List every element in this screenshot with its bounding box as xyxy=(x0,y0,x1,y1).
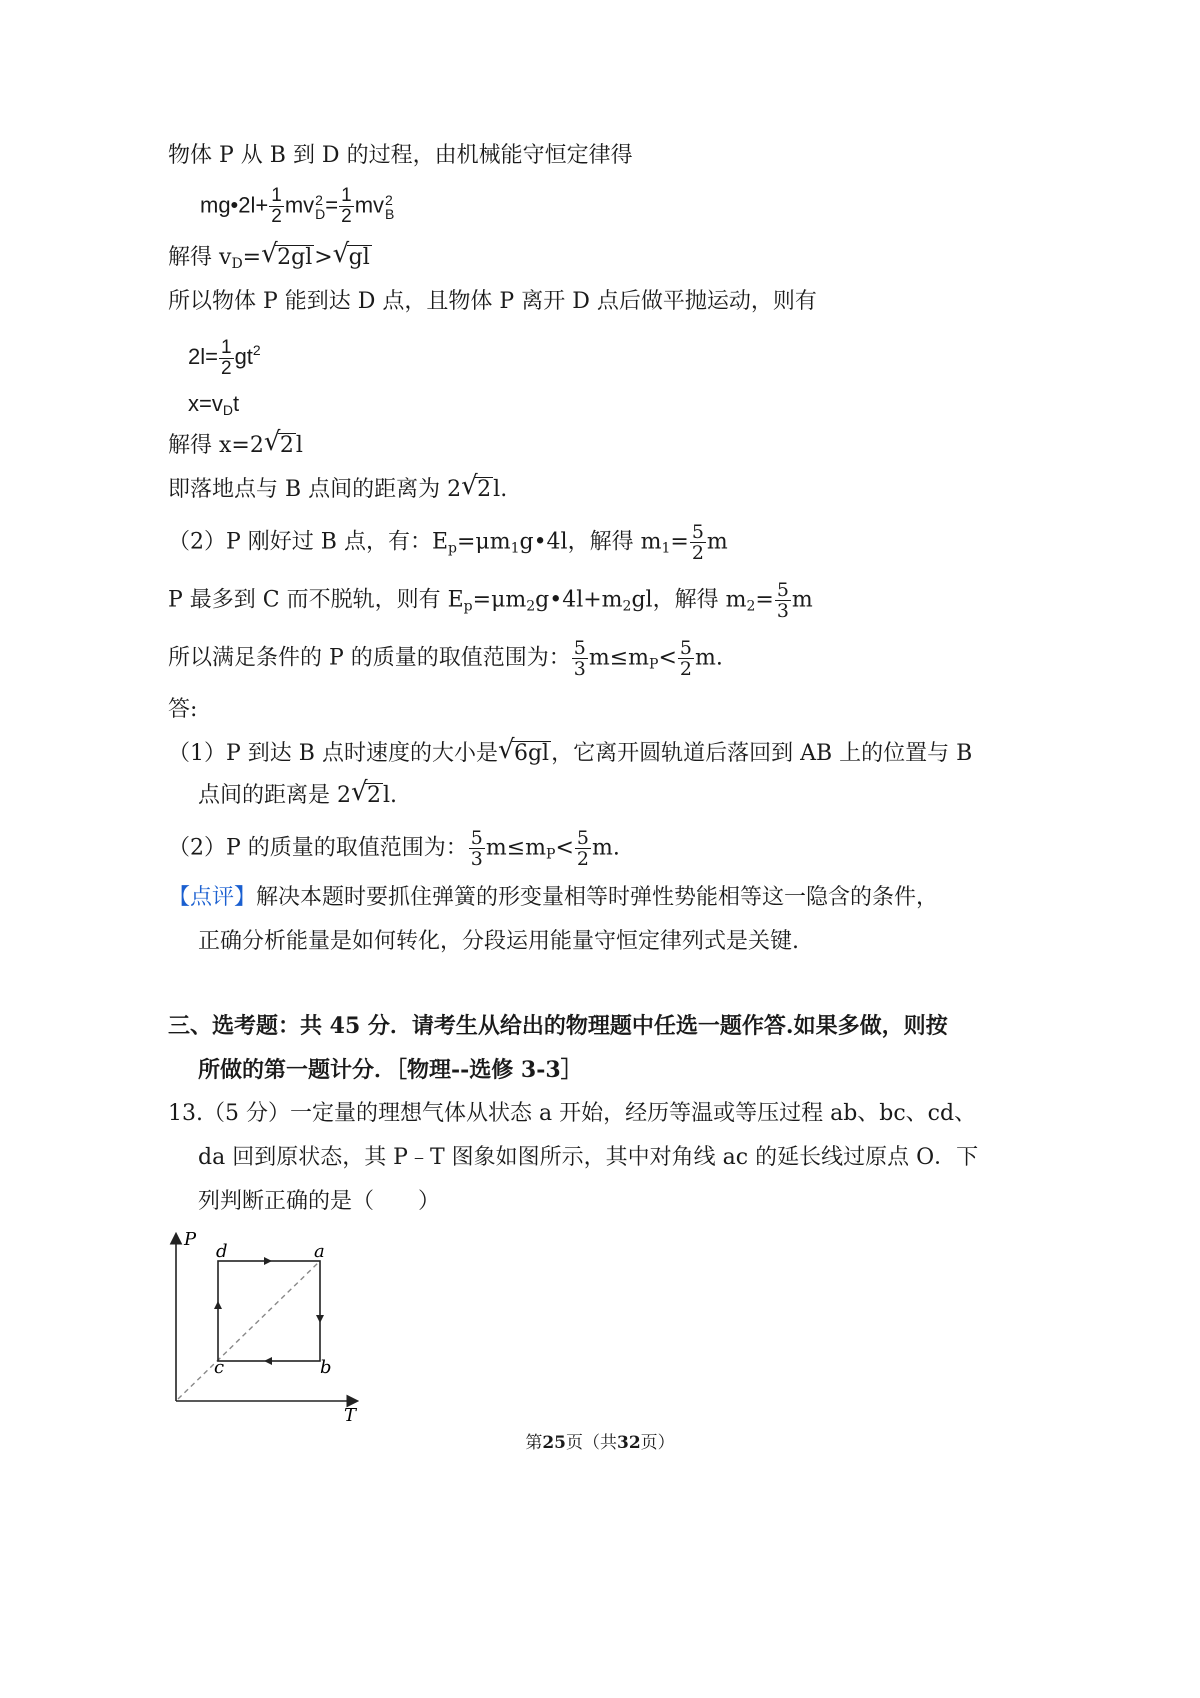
review-tag: 【点评】 xyxy=(168,885,257,910)
text-line: （1）P 到达 B 点时速度的大小是√ 6gl，它离开圆轨道后落回到 AB 上的位置与 B xyxy=(168,738,972,770)
review-text: 解决本题时要抓住弹簧的形变量相等时弹性势能相等这一隐含的条件， xyxy=(256,885,939,910)
eq-term: mg•2l+ xyxy=(200,192,269,218)
eq-term: > xyxy=(314,245,333,270)
fraction: $\frac{5}{3}$ xyxy=(776,579,789,622)
point-a-label: a xyxy=(314,1241,325,1262)
equation-energy xyxy=(200,186,394,227)
fraction: $\frac{5}{3}$ xyxy=(470,827,483,870)
question-text: 列判断正确的是（ ） xyxy=(198,1189,441,1214)
pt-diagram xyxy=(160,1225,380,1425)
fraction: $\frac{5}{2}$ xyxy=(679,637,692,680)
point-b-label: b xyxy=(320,1357,332,1378)
text-line xyxy=(168,242,372,280)
eq-term: gt xyxy=(234,344,253,369)
total-pages: 32 xyxy=(617,1433,641,1453)
paragraph-text: 物体 P 从 B 到 D 的过程，由机械能守恒定律得 xyxy=(168,143,633,168)
page-number: 25 xyxy=(542,1433,566,1453)
fraction: $\frac{5}{2}$ xyxy=(576,827,589,870)
arrow-da xyxy=(264,1257,272,1265)
text-line xyxy=(168,430,303,462)
fraction: $\frac{1}{2}$ xyxy=(220,336,232,379)
point-d-label: d xyxy=(216,1241,228,1262)
question-text: 13.（5 分）一定量的理想气体从状态 a 开始，经历等温或等压过程 ab、bc、cd、 xyxy=(168,1101,977,1126)
equation-fall xyxy=(188,334,261,379)
text-line: （2）P 刚好过 B 点，有：$E_p=\mu m_1g•4l$，解得 $m_1=$ $\frac{5}{2}$ m xyxy=(168,521,728,564)
sup-sub: 2 D xyxy=(315,191,326,222)
question-text: da 回到原状态，其 P﹣T 图象如图所示，其中对角线 ac 的延长线过原点 O．下 xyxy=(198,1145,979,1170)
sqrt: √ 6gl xyxy=(500,738,551,770)
text-line xyxy=(168,474,507,506)
text-line: （2）P 的质量的取值范围为： $\frac{5}{3}$ $m\le m_P<$ $\frac{5}{2}$ m. xyxy=(168,827,620,870)
arrow-cd xyxy=(214,1301,222,1309)
sqrt: √ 2gl xyxy=(263,242,314,274)
section-heading: 三、选考题：共 45 分．请考生从给出的物理题中任选一题作答.如果多做，则按 xyxy=(168,1013,948,1039)
eq-term: 解得 x=2 xyxy=(168,433,264,458)
sqrt: √ 2 xyxy=(266,430,296,462)
arrow-ab xyxy=(316,1315,324,1323)
text-line xyxy=(168,140,633,172)
sqrt: √ gl xyxy=(335,242,372,274)
answer-label: 答: xyxy=(168,697,198,722)
eq-term: mv xyxy=(354,192,385,218)
fraction: $\frac{1}{2}$ xyxy=(271,185,282,227)
eq-term: l. xyxy=(493,477,508,502)
text-line: P 最多到 C 而不脱轨，则有 $E_p=\mu m_2g•4l+m_2gl$，解得 $m_2=$ $\frac{5}{3}$ m xyxy=(168,579,813,622)
fraction: $\frac{5}{2}$ xyxy=(691,521,704,564)
sup-sub: 2 B xyxy=(385,191,395,222)
sqrt: √ 2 xyxy=(463,474,493,506)
diagonal-line xyxy=(178,1261,320,1399)
eq-term: 2l= xyxy=(188,344,218,369)
review-line xyxy=(168,882,938,914)
eq-term: 解得 v xyxy=(168,245,232,270)
text-line: 正确分析能量是如何转化，分段运用能量守恒定律列式是关键. xyxy=(198,929,799,954)
text-line xyxy=(168,286,817,318)
point-c-label: c xyxy=(214,1357,225,1378)
eq-term: mv xyxy=(284,192,315,218)
eq-term: = xyxy=(242,245,262,270)
eq-term: l xyxy=(295,433,303,458)
axis-t-label: T xyxy=(344,1405,357,1425)
eq-term: = xyxy=(325,192,339,218)
arrow-bc xyxy=(264,1357,272,1365)
subscript: D xyxy=(222,402,233,418)
text-line: 所以满足条件的 P 的质量的取值范围为： $\frac{5}{3}$ $m\le m_P<$ $\frac{5}{2}$ m. xyxy=(168,637,723,680)
text-line: 点间的距离是 2√ 2l. xyxy=(198,780,397,812)
superscript: 2 xyxy=(252,342,261,358)
paragraph-text: 所以物体 P 能到达 D 点，且物体 P 离开 D 点后做平抛运动，则有 xyxy=(168,289,817,314)
eq-term: t xyxy=(232,391,240,416)
equation-distance xyxy=(188,388,239,426)
fraction: $\frac{1}{2}$ xyxy=(341,185,352,227)
sqrt: √ 2 xyxy=(353,780,383,812)
eq-term: x=v xyxy=(188,391,223,416)
fraction: $\frac{5}{3}$ xyxy=(573,637,586,680)
page-footer: 第25页（共32页） xyxy=(525,1433,675,1453)
subscript: D xyxy=(231,256,243,272)
eq-term: 即落地点与 B 点间的距离为 2 xyxy=(168,477,462,502)
section-heading: 所做的第一题计分．［物理--选修 3-3］ xyxy=(198,1057,583,1083)
axis-p-label: P xyxy=(184,1229,197,1250)
